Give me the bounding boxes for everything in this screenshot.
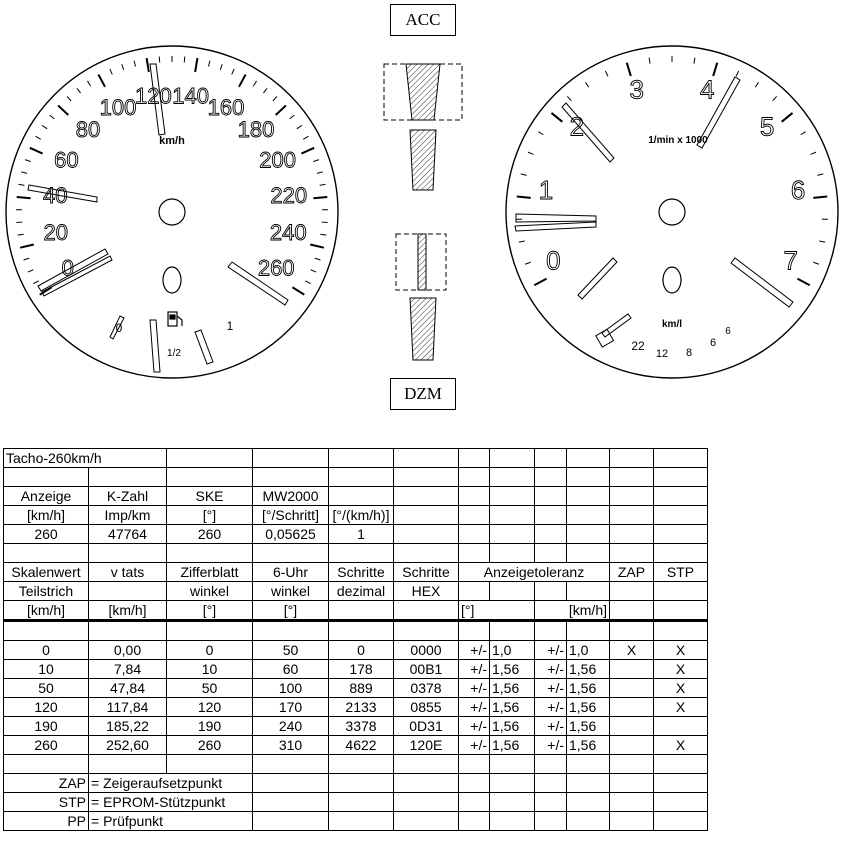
table-cell: 260 <box>167 736 253 755</box>
dial-scale-label: 3 <box>629 74 644 105</box>
table-cell: 47,84 <box>89 679 167 698</box>
col-unit <box>394 601 459 621</box>
fuel-mark-full: 1 <box>226 319 234 333</box>
table-cell: 1,56 <box>490 717 535 736</box>
dial-scale-label: 7 <box>783 245 798 276</box>
dial-tick <box>797 279 809 286</box>
dial-tick <box>801 132 806 135</box>
table-cell: 889 <box>329 679 394 698</box>
dial-tick <box>24 258 30 260</box>
table-row <box>4 660 708 679</box>
dial-tick <box>58 105 68 115</box>
table-cell: 7,84 <box>89 660 167 679</box>
table-cell: 10 <box>167 660 253 679</box>
economy-mark-22: 22 <box>631 339 645 353</box>
param-value: 47764 <box>89 525 167 544</box>
economy-mark-12: 12 <box>655 348 669 360</box>
dial-tick <box>313 197 327 198</box>
table-cell: 310 <box>253 736 329 755</box>
dial-tick <box>20 245 34 248</box>
table-cell: 10 <box>4 660 89 679</box>
pointer-shapes <box>384 64 462 360</box>
table-cell: X <box>654 698 708 717</box>
col-header: ZAP <box>610 563 654 582</box>
table-cell: 1,56 <box>490 679 535 698</box>
table-cell: +/- <box>459 717 490 736</box>
dial-scale-label: 0 <box>546 245 561 276</box>
dial-tick <box>67 96 71 100</box>
table-cell: +/- <box>535 660 567 679</box>
legend-abbr: ZAP <box>4 774 89 793</box>
dial-scale-label: 80 <box>75 117 101 143</box>
table-cell <box>610 717 654 736</box>
dial-tick <box>276 105 286 115</box>
dial-tick <box>303 136 308 139</box>
param-header: K-Zahl <box>89 487 167 506</box>
header-row-3 <box>4 601 708 621</box>
dial-tick <box>320 234 326 235</box>
table-cell: X <box>654 660 708 679</box>
dial-tick <box>42 125 47 128</box>
table-cell: 185,22 <box>89 717 167 736</box>
table-cell: 50 <box>167 679 253 698</box>
dial-tick <box>292 287 304 294</box>
table-row <box>4 698 708 717</box>
col-unit: [km/h] <box>89 601 167 621</box>
dial-tick <box>694 58 695 64</box>
table-cell: 1,56 <box>567 717 610 736</box>
dial-scale-label: 160 <box>207 94 245 120</box>
col-unit: [°] <box>167 601 253 621</box>
header-row-1 <box>4 563 708 582</box>
dial-tick <box>253 81 256 86</box>
table-cell: 0D31 <box>394 717 459 736</box>
table-cell: 60 <box>253 660 329 679</box>
legend-row <box>4 793 708 812</box>
dial-tick <box>310 270 316 272</box>
table-cell: 1,56 <box>490 660 535 679</box>
dial-tick <box>534 279 546 286</box>
speedometer-dial <box>6 46 338 378</box>
table-cell: +/- <box>535 736 567 755</box>
dial-tick <box>77 88 81 93</box>
economy-mark-8: 8 <box>685 347 693 359</box>
table-cell: 120 <box>4 698 89 717</box>
dial-scale-label: 240 <box>269 220 307 246</box>
col-header: winkel <box>253 582 329 601</box>
tachometer-scale-labels <box>539 74 806 275</box>
dial-tick <box>736 71 739 76</box>
col-header: STP <box>654 563 708 582</box>
col-header: Skalenwert <box>4 563 89 582</box>
table-cell: 260 <box>4 736 89 755</box>
params-unit-row <box>4 506 708 525</box>
table-title: Tacho-260km/h <box>4 449 167 468</box>
table-cell: 178 <box>329 660 394 679</box>
table-cell: 1,56 <box>490 698 535 717</box>
param-value: 1 <box>329 525 394 544</box>
table-cell: 0 <box>329 641 394 660</box>
table-cell: X <box>654 641 708 660</box>
dial-tick <box>315 258 321 260</box>
dial-tick <box>87 81 90 86</box>
tachometer-ticks <box>516 56 828 285</box>
dial-tick <box>134 61 135 67</box>
table-cell: +/- <box>535 679 567 698</box>
param-header: SKE <box>167 487 253 506</box>
table-cell: 0,00 <box>89 641 167 660</box>
dial-scale-label: 0 <box>61 255 74 281</box>
dial-tick <box>320 184 326 185</box>
dial-scale-label: 6 <box>790 175 806 206</box>
table-cell: 170 <box>253 698 329 717</box>
col-header-tolerance: Anzeigetoleranz <box>459 563 610 582</box>
calibration-table <box>3 448 708 831</box>
table-cell: 252,60 <box>89 736 167 755</box>
legend-row <box>4 812 708 831</box>
table-cell: 0 <box>167 641 253 660</box>
params-header-row <box>4 487 708 506</box>
dial-tick <box>525 262 531 264</box>
dial-tick <box>819 241 825 242</box>
table-cell <box>610 679 654 698</box>
table-cell: 50 <box>253 641 329 660</box>
speedometer-markers <box>28 64 288 372</box>
table-cell: 240 <box>253 717 329 736</box>
dial-scale-label: 40 <box>42 182 68 208</box>
dial-scale-label: 2 <box>569 111 585 142</box>
dial-tick <box>18 184 24 185</box>
dial-tick <box>519 241 525 242</box>
params-value-row <box>4 525 708 544</box>
dial-tick <box>30 148 43 154</box>
dial-tick <box>317 172 323 174</box>
col-header: Schritte <box>329 563 394 582</box>
dial-scale-label: 5 <box>759 111 775 142</box>
dial-scale-label: 60 <box>54 147 79 173</box>
dial-scale-label: 200 <box>259 147 296 173</box>
table-cell: +/- <box>535 641 567 660</box>
dial-tick <box>811 152 817 154</box>
dial-tick <box>239 74 246 86</box>
col-unit: [°] <box>253 601 329 621</box>
economy-mark-6b: 6 <box>725 326 731 337</box>
table-cell: 0000 <box>394 641 459 660</box>
table-cell: 1,56 <box>567 698 610 717</box>
table-cell: 4622 <box>329 736 394 755</box>
table-cell: X <box>654 736 708 755</box>
dial-scale-label: 220 <box>270 182 308 208</box>
table-row <box>4 679 708 698</box>
col-header: Teilstrich <box>4 582 89 601</box>
legend-text: = Zeigeraufsetzpunkt <box>89 774 253 793</box>
param-unit: [°/Schritt] <box>253 506 329 525</box>
dial-tick <box>147 58 149 72</box>
col-header <box>89 582 167 601</box>
col-header: v tats <box>89 563 167 582</box>
dial-tick <box>122 64 124 70</box>
table-cell: 00B1 <box>394 660 459 679</box>
param-unit: [km/h] <box>4 506 89 525</box>
param-header: Anzeige <box>4 487 89 506</box>
dial-tick <box>813 196 827 197</box>
dial-tick <box>33 281 38 284</box>
table-cell: X <box>654 679 708 698</box>
param-unit: Imp/km <box>89 506 167 525</box>
dial-scale-label: 180 <box>237 117 275 143</box>
dial-tick <box>263 88 267 93</box>
dial-tick <box>528 152 534 154</box>
dial-tick <box>649 58 650 64</box>
table-cell <box>654 717 708 736</box>
acc-label-box <box>390 4 456 36</box>
dial-scale-label: 100 <box>99 94 137 120</box>
dial-tick <box>18 234 24 235</box>
dial-tick <box>195 58 197 72</box>
legend-text: = EPROM-Stützpunkt <box>89 793 253 812</box>
col-unit: [km/h] <box>4 601 89 621</box>
tachometer-unit: 1/min x 1000 <box>648 135 708 146</box>
speedometer-scale-labels <box>43 83 307 280</box>
economy-unit: km/l <box>661 319 683 330</box>
table-cell <box>610 698 654 717</box>
dial-scale-label: 260 <box>257 255 295 281</box>
dial-tick <box>17 197 31 198</box>
dial-tick <box>208 61 209 67</box>
param-value: 260 <box>4 525 89 544</box>
table-cell: 3378 <box>329 717 394 736</box>
table-cell: +/- <box>459 698 490 717</box>
dial-tick <box>305 281 310 284</box>
col-header: 6-Uhr <box>253 563 329 582</box>
table-cell: +/- <box>535 698 567 717</box>
table-cell <box>610 736 654 755</box>
table-row <box>4 641 708 660</box>
dial-tick <box>220 64 222 70</box>
table-row <box>4 736 708 755</box>
dial-tick <box>782 113 793 122</box>
dial-tick <box>310 245 324 248</box>
fuel-pump-icon <box>168 312 182 326</box>
table-cell: +/- <box>535 717 567 736</box>
param-value: 260 <box>167 525 253 544</box>
dial-tick <box>567 96 571 100</box>
table-cell: 0378 <box>394 679 459 698</box>
dial-scale-label: 4 <box>700 74 715 105</box>
table-cell: 1,0 <box>567 641 610 660</box>
table-cell: X <box>610 641 654 660</box>
table-cell: 190 <box>4 717 89 736</box>
table-cell: 1,56 <box>567 679 610 698</box>
col-header: Zifferblatt <box>167 563 253 582</box>
table-cell: 1,56 <box>567 736 610 755</box>
table-cell: 100 <box>253 679 329 698</box>
dial-tick <box>517 196 531 197</box>
table-cell: 50 <box>4 679 89 698</box>
legend-abbr: PP <box>4 812 89 831</box>
dial-tick <box>538 132 543 135</box>
table-cell: +/- <box>459 736 490 755</box>
fuel-mark-half: 1/2 <box>167 348 181 359</box>
dial-scale-label: 140 <box>172 83 209 109</box>
dial-tick <box>552 113 563 122</box>
dial-scale-label: 1 <box>538 175 554 206</box>
table-cell: 0 <box>4 641 89 660</box>
param-unit: [°/(km/h)] <box>329 506 394 525</box>
table-cell: 1,0 <box>490 641 535 660</box>
dial-tick <box>36 136 41 139</box>
param-header: MW2000 <box>253 487 329 506</box>
table-cell: 2133 <box>329 698 394 717</box>
tachometer-dial <box>506 46 838 378</box>
dial-tick <box>25 160 31 162</box>
header-row-2 <box>4 582 708 601</box>
dzm-label-box <box>390 378 456 410</box>
dial-tick <box>21 172 27 174</box>
table-cell: 117,84 <box>89 698 167 717</box>
table-cell: 1,56 <box>490 736 535 755</box>
economy-mark-6: 6 <box>709 337 717 349</box>
dial-tick <box>313 160 319 162</box>
table-cell: +/- <box>459 660 490 679</box>
dial-tick <box>273 96 277 100</box>
dial-tick <box>521 174 527 175</box>
legend-text: = Prüfpunkt <box>89 812 253 831</box>
dial-tick <box>28 270 34 272</box>
dial-tick <box>301 148 314 154</box>
table-cell: 1,56 <box>567 660 610 679</box>
table-cell: 120 <box>167 698 253 717</box>
table-cell: 0855 <box>394 698 459 717</box>
dial-tick <box>98 74 105 86</box>
col-header: Schritte <box>394 563 459 582</box>
param-value: 0,05625 <box>253 525 329 544</box>
col-unit <box>329 601 394 621</box>
table-row <box>4 717 708 736</box>
table-cell: 190 <box>167 717 253 736</box>
col-header: HEX <box>394 582 459 601</box>
col-header: winkel <box>167 582 253 601</box>
dial-tick <box>290 115 295 119</box>
param-unit: [°] <box>167 506 253 525</box>
table-cell: +/- <box>459 641 490 660</box>
table-cell: +/- <box>459 679 490 698</box>
dial-tick <box>773 96 777 100</box>
dial-tick <box>50 115 55 119</box>
col-unit: [km/h] <box>535 601 610 621</box>
table-cell <box>610 660 654 679</box>
speedometer-unit: km/h <box>159 135 185 147</box>
dzm-label: DZM <box>404 384 442 403</box>
dial-tick <box>605 71 608 76</box>
dial-scale-label: 120 <box>135 83 172 109</box>
acc-label: ACC <box>405 10 441 29</box>
legend-abbr: STP <box>4 793 89 812</box>
legend-row <box>4 774 708 793</box>
fuel-mark-empty: 0 <box>115 321 123 335</box>
col-unit: [°] <box>459 601 535 621</box>
dial-tick <box>110 69 112 75</box>
dial-tick <box>232 69 234 75</box>
dial-tick <box>813 262 819 264</box>
dial-tick <box>817 174 823 175</box>
dial-tick <box>297 125 302 128</box>
col-header: dezimal <box>329 582 394 601</box>
dial-tick <box>585 82 588 87</box>
table-cell: 120E <box>394 736 459 755</box>
dial-tick <box>755 82 758 87</box>
dial-scale-label: 20 <box>43 220 68 246</box>
data-rows <box>4 641 708 755</box>
